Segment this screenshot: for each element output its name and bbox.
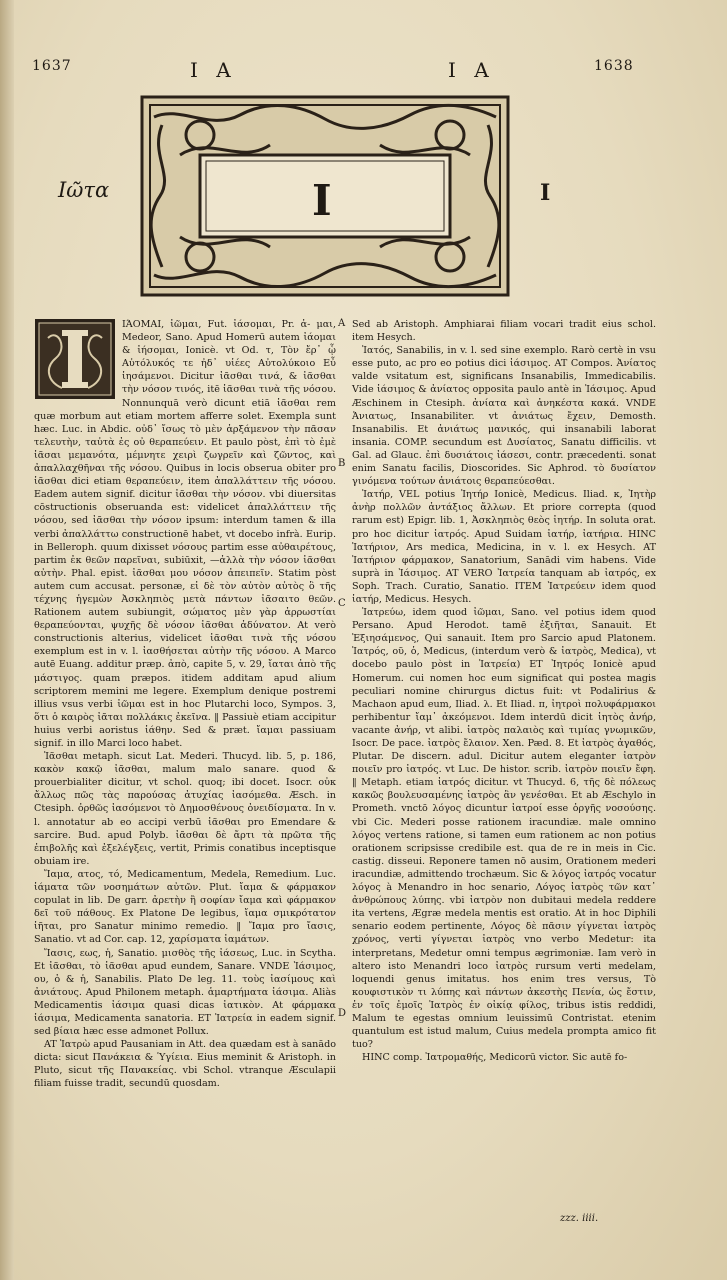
margin-mark-d: D [338,1008,347,1019]
margin-mark-b: B [338,458,346,469]
entry-iaomai: ΙΆΟΜΑΙ, ἰῶμαι, Fut. ἰάσομαι, Pr. ἀ- μαι, Medeor, Sano. Apud Homerū autem ἰάομαι & ἰήσομαι, Ionicè. vt Od. τ, Τὸν ἔρ᾽ ᾧ Αὐτόλυκός τε ἠδ᾽ υἱέες Αὐτολύκοιο Εὖ ἰησάμενοι. Dicitur ἰᾶσθαι τινά, & ἰᾶσθαι τὴν νόσον τινός, itē ἰᾶσθαι τινὰ τῆς νόσου. Nonnunquā verò dicunt etiā ἰᾶσθαι rem quæ morbum aut etiam mortem afferre solet. Exempla sunt hæc. Luc. in Abdic. οὐδ᾽ ἴσως τὸ μὲν ἀρξάμενον τὴν πᾶσαν τελευτὴν, ταὐτὰ ἐς οὐ θεραπεύειν. Et paulo pòst, ἐπὶ τὸ ἐμὲ ἰᾶσαι μεμανότα, μέμνητε χειρὶ ζωγρεῖν καὶ ζῶντος, καὶ ἀπαλλαχθῆναι τῆς νόσου. Quibus in locis obserua obiter pro ἰᾶσθαι dici etiam θεραπεύειν, item ἀπαλλάττειν τῆς νόσου. Eadem autem signif. dicitur ἰᾶσθαι τὴν νόσον. vbi diuersitas cōstructionis obseruanda est: videlicet ἀπαλλάττειν τῆς νόσου, sed ἰᾶσθαι τὴν νόσον ipsum: interdum tamen & illa verbi ἀπαλλάττω constructionē habet, vt docebo infrà. Eurip. in Belleroph. quum dixisset νόσους partim esse αὐθαιρέτους, partim ἐκ θεῶν παρεῖναι, subiūxit, —ἀλλὰ τὴν νόσον ἰᾶσθαι αὐτὴν. Phal. epist. ἰᾶσθαι μου νόσον ἀπειπεῖν. Statim pòst autem cum accusat. personæ, εἰ δὲ τὸν αὐτὸν αὐτὸς ὃ τῆς τέχνης ἡγεμὼν Ἀσκληπιὸς μετὰ πάντων ἰᾶσαιτο θεῶν. Rationem autem subiungit, σώματος μὲν γὰρ ἀρρωστίαι θεραπεύονται, ψυχῆς δὲ νόσον ἰᾶσθαι ἀδύνατον. At verò constructionis alterius, videlicet ἰᾶσθαι τινὰ τῆς νόσου exemplum est in v. l. ἰασθήσεται αὐτὴν τῆς νόσου. A Marco autē Euang. additur præp. ἀπὸ, capite 5, v. 29, ἴαται ἀπὸ τῆς μάστιγος. quam præpos. itidem additam apud alium scriptorem memini me legere. Exemplum denique postremi illius vsus verbi ἰῶμαι est in hoc Plutarchi loco, Sympos. 3, ὅτι ὁ καιρὸς ἰᾶται πολλάκις ἐκεῖνα. ‖ Passiuè etiam accipitur huius verbi aoristus ἰάθην. Sed & præt. ἴαμαι passiuam signif. in illo Marci loco habet. [34,319,336,749]
running-head-right: I A [448,58,495,82]
page-binding [0,0,14,1280]
section-label: Ιῶτα [58,178,110,202]
entry-iatreuo-iatros: Ἰατρεύω, idem quod ἰῶμαι, Sano. vel potius idem quod Persano. Apud Herodot. tamē ἐξιῆται, Sanauit. Et Ἐξιησάμενος, Qui sanauit. Item pro Sarcio apud Platonem. Ἰατρός, οῦ, ὁ, Medicus, (interdum verò & ἰατρὸς, Medica), vt docebo paulo pòst in Ἰατρεία) ET Ἰητρός Ionicè apud Homerum. cui nomen hoc eum significat qui postea magis peculiari nomine chirurgus dictus fuit: vt Podalirius & Machaon apud eum, Iliad. λ. Et Iliad. π, ἰητροὶ πολυφάρμακοι perhibentur ἴαμ᾽ ἀκεόμενοι. Idem interdū dicit ἰητὸς ἀνήρ, vacante ἀνήρ, vt alibi. ἰατρὸς παλαιὸς καὶ τιμίας γνωμικῶν, Isocr. De pace. ἰατρὸς ἔλαιον. Xen. Pæd. 8. Et ἰατρὸς ἀγαθός, Plutar. De discern. adul. Dicitur autem eleganter ἰατρὸν ποιεῖν pro ἰατρός. vt Luc. De histor. scrib. ἰατρὸν ποιεῖν ἔφη. ‖ Metaph. etiam ἰατρός dicitur. vt Thucyd. 6, τῆς δὲ πόλεως κακῶς βουλευσαμένης ἰατρὸς ἂν γενέσθαι. Et ab Æschylo in Prometh. vnctō λόγος dicuntur ἰατροί esse ὀργῆς νοσούσης. vbi Cic. Mederi posse rationem iracundiæ. male omnino λόγος vertens ratione, si tamen eum rationem ac non potius orationem scripsisse credibile est. qua de re in meis in Cic. castig. disseui. Reponere tamen nō ausim, Orationem mederi iracundiæ, admittendo trochæum. Sic & λόγος ἰατρός vocatur λόγος à Menandro in hoc senario, Λόγος ἰατρὸς τῶν κατ᾽ ἀνθρώπους λύπης. vbi ἰατρὸν non dubitaui medela reddere ita vertens, Ægræ medela mentis est oratio. At in hoc Diphili senario eodem pertinente, Λόγος δὲ πᾶσιν γίγνεται ἰατρὸς χρόνος, verti γίγνεται ἰατρὸς vno verbo Medetur: ita interpretans, Medetur omni tempus ægrimoniæ. Iam verò in altero isto Menandri loco ἰατρὸς rursum verti medelam, loquendi genus imitatus. hos enim tres versus, Τὸ κουφιστικὸν τι λύπης καὶ πάντων ἀκεστὴς Πενία, ὡς ἔστιν, ἐν τοῖς ἐμοῖς Ἰατρὸς ἐν οἰκίᾳ φίλος, tribus istis reddidi, Malum te egestas omnium leuissimū Contristat. etenim quantulum est istud malum, Cuius medela prompta amico fit tuo? [352,607,656,1051]
right-column [352,318,656,1064]
entry-hinc-comp: HINC comp. Ἰατρομαθής, Medicorū victor. Sic autē fo- [362,1052,628,1064]
entry-iatos: Ἰατός, Sanabilis, in v. l. sed sine exemplo. Rarò certè in vsu esse puto, ac pro eo potius dici ἰάσιμος. AT Compos. Ἀνίατος valde vsitatum est, significans Insanabilis, Immedicabilis. Vide ἰάσιμος & ἀνίατος opposita paulo antè in Ἰάσιμος. Apud Æschinem in Ctesiph. ἀνίατα καὶ ἀνηκέστα κακά. VNDE Ἀνιατως, Insanabiliter. vt ἀνιάτως ἔχειν, Demosth. Insanabilis. Et ἀνιάτως μανικός, qui insanabili laborat insania. COMP. secundum est Δυσίατος, Sanatu difficilis. vt Gal. ad Glauc. ἐπὶ δυσιάτοις ἰάσεσι, contr. præcedenti. sonat enim Sanatu facilis, Dioscorides. Sic Aphrod. τὸ δυσίατον γινόμενα τούτων ἀνιάτοις θεραπεύεσθαι. [352,345,656,488]
running-head-left: I A [190,58,237,82]
entry-iato: AT Ἰατρὼ apud Pausaniam in Att. dea quædam est à sanādo dicta: sicut Πανάκεια & Ὑγίεια. Eius meminit & Aristoph. in Pluto, sicut τῆς Πανακείας. vbi Schol. vtranque Æsculapii filiam fuisse tradit, secundū quosdam. [34,1039,336,1090]
entry-iasthai-metaph: Ἰᾶσθαι metaph. sicut Lat. Mederi. Thucyd. lib. 5, p. 186, κακὸν κακῷ ἰᾶσθαι, malum malo sanare. quod & prouerbialiter dicitur, vt schol. quoq; ibi docet. Isocr. οὐκ ἄλλως πῶς τὰς παρούσας ἀτυχίας ἰασόμεθα. Æsch. in Ctesiph. ὀρθῶς ἰασόμενοι τὸ Δημοσθένους ὀνειδίσματα. In v. l. annotatur ab eo accipi verbū ἰᾶσθαι pro Emendare & sarcire. Bud. apud Polyb. ἰᾶσθαι δὲ ἄρτι τὰ πρῶτα τῆς ἐπιβολῆς καὶ ἐξελέγξεις, vertit, Primis conatibus inceptisque obuiam ire. [34,751,336,867]
page-number-right: 1638 [594,58,634,74]
left-column [34,318,336,1091]
section-letter-small: I [540,180,551,206]
margin-mark-a: A [338,318,346,329]
entry-iater: Ἰατήρ, VEL potius Ἰητήρ Ionicè, Medicus. Iliad. κ, Ἰητὴρ ἀνὴρ πολλῶν ἀντάξιος ἄλλων. Et priore correpta (quod rarum est) Epigr. lib. 1, Ἀσκληπιὸς θεὸς ἰητήρ. In soluta orat. pro hoc dicitur ἰατρός. Apud Suidam ἰατήρ, ἰατήρια. HINC Ἰατήριον, Ars medica, Medicina, in v. l. ex Hesych. AT Ἰατήριον φάρμακον, Sanatorium, Sanādi vim habens. Vide suprà in Ἰάσιμος. AT VERO Ἰατρεία tanquam ab ἰατρός, ex Soph. Trach. Curatio, Sanatio. ITEM Ἰατρεύειν idem quod ἰατήρ, Medicus. Hesych. [352,489,656,605]
signature-mark: zzz. iiii. [560,1213,599,1224]
decorated-initial-i [34,318,116,400]
entry-iasis: Ἴασις, εως, ἡ, Sanatio. μισθὸς τῆς ἰάσεως, Luc. in Scytha. Et ἰᾶσθαι, τὸ ἰᾶσθαι apud eundem, Sanare. VNDE Ἰάσιμος, ου, ὁ & ἡ, Sanabilis. Plato De leg. 11. τοὺς ἰασίμους καὶ ἀνιάτους. Apud Philonem metaph. ἁμαρτήματα ἰάσιμα. Aliàs Medicamentis ἰάσιμα quasi dicas ἰατικὸν. At φάρμακα ἰάσιμα, Medicamenta sanatoria. ET Ἰατρεία in eadem signif. sed βίαια hæc esse admonet Pollux. [34,947,336,1038]
margin-mark-c: C [338,598,346,609]
entry-continuation: Sed ab Aristoph. Amphiarai filiam vocari tradit eius schol. item Hesych. [352,319,656,344]
page-number-left: 1637 [32,58,72,74]
entry-iama: Ἴαμα, ατος, τό, Medicamentum, Medela, Remedium. Luc. ἰάματα τῶν νοσημάτων αὐτῶν. Plut. ἴαμα & φάρμακον copulat in lib. De garr. ἀρετὴν ἢ σοφίαν ἴαμα καὶ φάρμακον δεῖ τοῦ πάθους. Ex Platone De legibus, ἴαμα σμικρότατον ἰῆται, pro Sanatur minimo remedio. ‖ Ἴαμα pro ἴασις, Sanatio. vt ad Cor. cap. 12, χαρίσματα ἰαμάτων. [34,868,336,946]
section-letter-large: I [312,176,332,225]
